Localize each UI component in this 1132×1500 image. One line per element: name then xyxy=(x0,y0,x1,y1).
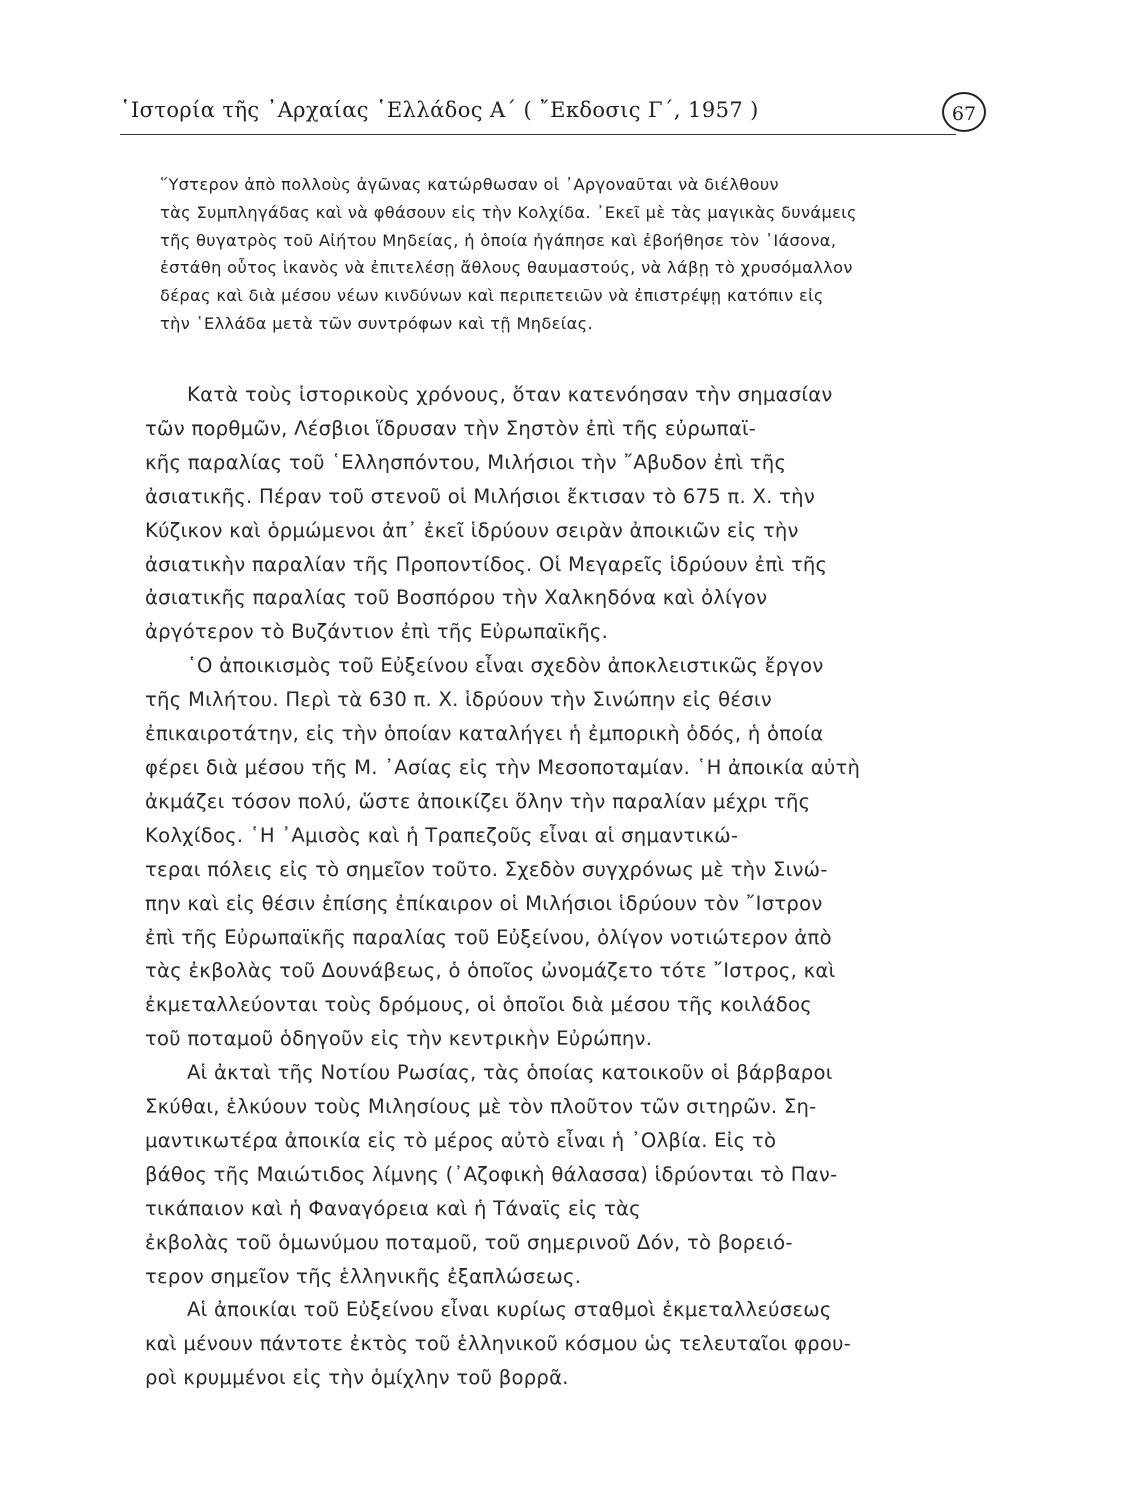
body-line: ἀργότερον τὸ Βυζάντιον ἐπὶ τῆς Εὐρωπαϊκῆς. xyxy=(145,620,609,644)
summary-line: δέρας καὶ διὰ μέσου νέων κινδύνων καὶ περιπετειῶν νὰ ἐπιστρέψῃ κατόπιν εἰς xyxy=(160,286,824,306)
body-line: ἀσιατικὴν παραλίαν τῆς Προποντίδος. Οἱ Μεγαρεῖς ἱδρύουν ἐπὶ τῆς xyxy=(145,552,828,576)
page-number-circle: 67 xyxy=(942,92,986,132)
body-line: ἐκμεταλλεύονται τοὺς δρόμους, οἱ ὁποῖοι διὰ μέσου τῆς κοιλάδος xyxy=(145,993,813,1017)
summary-block xyxy=(160,171,982,338)
body-line: κῆς παραλίας τοῦ ῾Ελλησπόντου, Μιλήσιοι τὴν ῎Αβυδον ἐπὶ τῆς xyxy=(145,450,787,474)
body-line: τῶν πορθμῶν, Λέσβιοι ἵδρυσαν τὴν Σηστὸν ἐπὶ τῆς εὐρωπαϊ- xyxy=(145,416,757,440)
summary-line: ἐστάθη οὗτος ἱκανὸς νὰ ἐπιτελέσῃ ἄθλους θαυμαστούς, νὰ λάβῃ τὸ χρυσόμαλλον xyxy=(160,258,853,278)
body-line: τῆς Μιλήτου. Περὶ τὰ 630 π. Χ. ἱδρύουν τὴν Σινώπην εἰς θέσιν xyxy=(145,688,772,712)
body-line: Κολχίδος. ῾Η ᾿Αμισὸς καὶ ἡ Τραπεζοῦς εἶναι αἱ σημαντικώ- xyxy=(145,823,739,847)
paragraph-south-russia xyxy=(145,1056,990,1293)
body-line: Κύζικον καὶ ὁρμώμενοι ἀπ᾿ ἐκεῖ ἱδρύουν σειρὰν ἀποικιῶν εἰς τὴν xyxy=(145,518,799,542)
body-line: ἐπὶ τῆς Εὐρωπαϊκῆς παραλίας τοῦ Εὐξείνου, ὀλίγον νοτιώτερον ἀπὸ xyxy=(145,925,832,949)
body-line: καὶ μένουν πάντοτε ἐκτὸς τοῦ ἑλληνικοῦ κόσμου ὡς τελευταῖοι φρου- xyxy=(145,1332,851,1356)
summary-line: τῆς θυγατρὸς τοῦ Αἰήτου Μηδείας, ἡ ὁποία ἠγάπησε καὶ ἐβοήθησε τὸν ᾿Ιάσονα, xyxy=(160,230,837,250)
body-line: ἀκμάζει τόσον πολύ, ὥστε ἀποικίζει ὅλην τὴν παραλίαν μέχρι τῆς xyxy=(145,789,811,813)
body-line: Αἱ ἀκταὶ τῆς Νοτίου Ρωσίας, τὰς ὁποίας κατοικοῦν οἱ βάρβαροι xyxy=(187,1061,833,1085)
body-line: φέρει διὰ μέσου τῆς Μ. ᾿Ασίας εἰς τὴν Μεσοποταμίαν. ῾Η ἀποικία αὐτὴ xyxy=(145,755,861,779)
body-line: τοῦ ποταμοῦ ὁδηγοῦν εἰς τὴν κεντρικὴν Εὐρώπην. xyxy=(145,1027,653,1051)
summary-line: τὴν ῾Ελλάδα μετὰ τῶν συντρόφων καὶ τῇ Μηδείας. xyxy=(160,313,593,333)
summary-line: τὰς Συμπληγάδας καὶ νὰ φθάσουν εἰς τὴν Κολχίδα. ᾿Εκεῖ μὲ τὰς μαγικὰς δυνάμεις xyxy=(160,202,857,222)
running-title: ῾Ιστορία τῆς ᾿Αρχαίας ῾Ελλάδος Α΄ ( ῎Εκδοσις Γ΄, 1957 ) xyxy=(120,98,759,122)
body-line: ροὶ κρυμμένοι εἰς τὴν ὁμίχλην τοῦ βορρᾶ. xyxy=(145,1366,569,1390)
body-line: ἐκβολὰς τοῦ ὁμωνύμου ποταμοῦ, τοῦ σημερινοῦ Δόν, τὸ βορειό- xyxy=(145,1230,793,1254)
body-line: τερον σημεῖον τῆς ἑλληνικῆς ἐξαπλώσεως. xyxy=(145,1264,582,1288)
header-rule xyxy=(120,134,956,135)
body-line: τὰς ἐκβολὰς τοῦ Δουνάβεως, ὁ ὁποῖος ὠνομάζετο τότε ῎Ιστρος, καὶ xyxy=(145,959,836,983)
body-line: ἐπικαιροτάτην, εἰς τὴν ὁποίαν καταλήγει ἡ ἐμπορικὴ ὁδός, ἡ ὁποία xyxy=(145,722,824,746)
paragraph-conclusion xyxy=(145,1293,990,1395)
paragraph-colonies-straits xyxy=(145,378,990,649)
body-line: Σκύθαι, ἑλκύουν τοὺς Μιλησίους μὲ τὸν πλοῦτον τῶν σιτηρῶν. Ση- xyxy=(145,1095,817,1119)
body-line: τικάπαιον καὶ ἡ Φαναγόρεια καὶ ἡ Τάναϊς εἰς τὰς xyxy=(145,1196,641,1220)
body-line: Αἱ ἀποικίαι τοῦ Εὐξείνου εἶναι κυρίως σταθμοὶ ἐκμεταλλεύσεως xyxy=(187,1298,832,1322)
paragraph-euxine-colonization xyxy=(145,649,990,1056)
summary-line: ῞Υστερον ἀπὸ πολλοὺς ἀγῶνας κατώρθωσαν οἱ ᾿Αργοναῦται νὰ διέλθουν xyxy=(160,175,779,194)
body-line: τεραι πόλεις εἰς τὸ σημεῖον τοῦτο. Σχεδὸν συγχρόνως μὲ τὴν Σινώ- xyxy=(145,857,828,881)
body-line: ἀσιατικῆς παραλίας τοῦ Βοσπόρου τὴν Χαλκηδόνα καὶ ὀλίγον xyxy=(145,586,768,610)
body-line: βάθος τῆς Μαιώτιδος λίμνης (᾿Αζοφικὴ θάλασσα) ἱδρύονται τὸ Παν- xyxy=(145,1162,838,1186)
body-line: ῾Ο ἀποικισμὸς τοῦ Εὐξείνου εἶναι σχεδὸν ἀποκλειστικῶς ἔργον xyxy=(187,654,824,678)
body-line: πην καὶ εἰς θέσιν ἐπίσης ἐπίκαιρον οἱ Μιλήσιοι ἱδρύουν τὸν ῎Ιστρον xyxy=(145,891,823,915)
body-line: ἀσιατικῆς. Πέραν τοῦ στενοῦ οἱ Μιλήσιοι ἔκτισαν τὸ 675 π. Χ. τὴν xyxy=(145,484,816,508)
body-line: μαντικωτέρα ἀποικία εἰς τὸ μέρος αὐτὸ εἶναι ἡ ᾿Ολβία. Εἰς τὸ xyxy=(145,1128,777,1152)
page-header xyxy=(120,92,1000,140)
body-line: Κατὰ τοὺς ἱστορικοὺς χρόνους, ὅταν κατενόησαν τὴν σημασίαν xyxy=(187,383,833,406)
body-text xyxy=(145,378,990,1395)
